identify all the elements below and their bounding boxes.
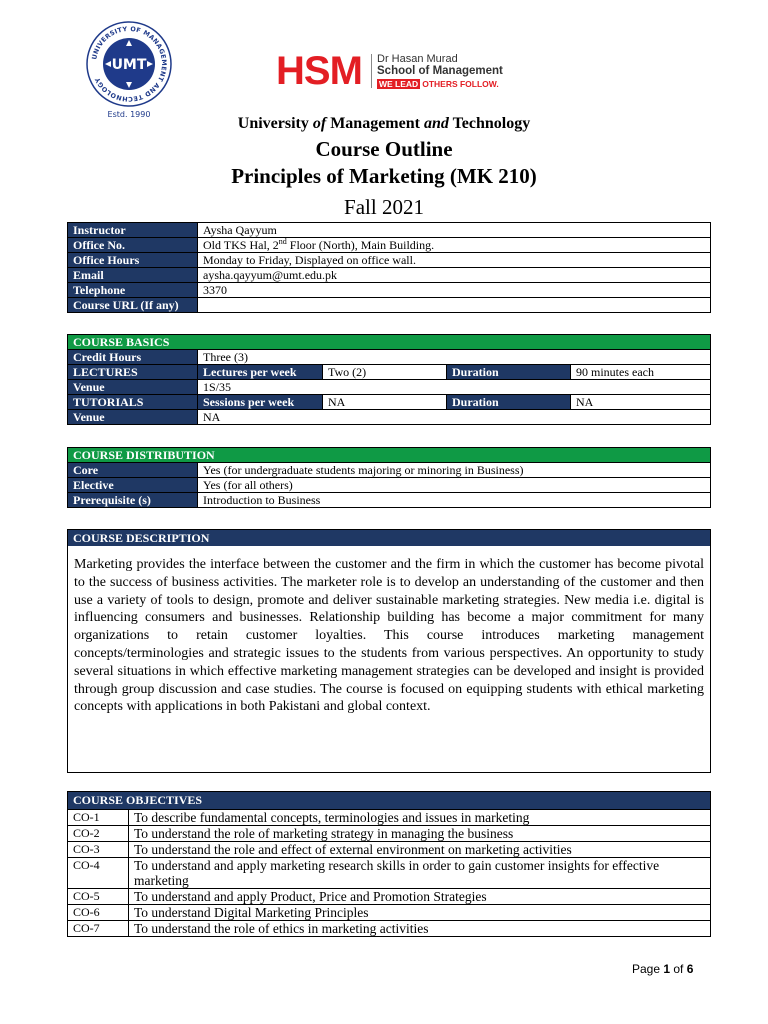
lecture-duration-value: 90 minutes each — [571, 365, 711, 380]
lecture-duration-label: Duration — [447, 365, 571, 380]
table-header-row — [68, 335, 711, 350]
hsm-logo-letters: HSM — [276, 49, 362, 93]
email-value[interactable]: aysha.qayyum@umt.edu.pk — [198, 268, 711, 283]
table-header-row — [68, 792, 711, 810]
table-row — [68, 842, 711, 858]
table-row — [68, 253, 711, 268]
lectures-per-week-value: Two (2) — [323, 365, 447, 380]
course-distribution-heading: COURSE DISTRIBUTION — [68, 448, 711, 463]
info-label: Course URL (If any) — [68, 298, 198, 313]
lectures-per-week-label: Lectures per week — [198, 365, 323, 380]
course-objectives-heading: COURSE OBJECTIVES — [68, 792, 711, 810]
distribution-label: Core — [68, 463, 198, 478]
course-objectives-table — [67, 791, 711, 937]
distribution-value: Yes (for all others) — [198, 478, 711, 493]
info-value: Aysha Qayyum — [198, 223, 711, 238]
table-row — [68, 463, 711, 478]
table-row — [68, 283, 711, 298]
sessions-per-week-label: Sessions per week — [198, 395, 323, 410]
course-basics-heading: COURSE BASICS — [68, 335, 711, 350]
objective-code: CO-4 — [68, 858, 129, 889]
table-row — [68, 826, 711, 842]
objective-text: To understand the role of marketing strategy in managing the business — [129, 826, 711, 842]
table-row — [68, 298, 711, 313]
umt-logo — [86, 16, 172, 120]
credit-hours-label: Credit Hours — [68, 350, 198, 365]
hsm-logo-tagline — [377, 79, 499, 90]
info-label: Office No. — [68, 238, 198, 253]
page-number: Page 1 of 6 — [632, 962, 694, 976]
tutorial-duration-label: Duration — [447, 395, 571, 410]
course-basics-table — [67, 334, 711, 425]
hsm-tagline-red: WE LEAD — [379, 79, 419, 89]
document-title: Course Outline — [315, 137, 453, 161]
course-description-box — [67, 529, 711, 773]
info-label: Email — [68, 268, 198, 283]
hsm-logo-line1: Dr Hasan Murad — [377, 53, 458, 65]
objective-code: CO-7 — [68, 921, 129, 937]
course-title: Principles of Marketing (MK 210) — [231, 164, 537, 188]
info-value: Old TKS Hal, 2nd Floor (North), Main Building. — [198, 238, 711, 253]
table-row — [68, 380, 711, 395]
info-value: 3370 — [198, 283, 711, 298]
table-row — [68, 921, 711, 937]
course-term: Fall 2021 — [344, 195, 424, 219]
lecture-venue-value: 1S/35 — [198, 380, 711, 395]
table-row — [68, 410, 711, 425]
table-header-row — [68, 448, 711, 463]
hsm-logo-line2: School of Management — [377, 65, 503, 77]
hsm-tagline-dark: OTHERS FOLLOW. — [422, 79, 499, 89]
objective-text: To understand and apply marketing research skills in order to gain customer insights for effective marketing — [129, 858, 711, 889]
table-row — [68, 889, 711, 905]
objective-code: CO-3 — [68, 842, 129, 858]
distribution-label: Prerequisite (s) — [68, 493, 198, 508]
distribution-value: Introduction to Business — [198, 493, 711, 508]
objective-code: CO-1 — [68, 810, 129, 826]
table-row — [68, 268, 711, 283]
sessions-per-week-value: NA — [323, 395, 447, 410]
course-distribution-table — [67, 447, 711, 508]
table-row — [68, 365, 711, 380]
table-row — [68, 350, 711, 365]
tutorial-duration-value: NA — [571, 395, 711, 410]
info-value — [198, 298, 711, 313]
distribution-label: Elective — [68, 478, 198, 493]
hsm-logo — [276, 49, 503, 93]
lecture-venue-label: Venue — [68, 380, 198, 395]
objective-text: To understand and apply Product, Price and Promotion Strategies — [129, 889, 711, 905]
umt-logo-established: Estd. 1990 — [107, 110, 151, 119]
objective-text: To understand Digital Marketing Principles — [129, 905, 711, 921]
table-row — [68, 810, 711, 826]
table-row — [68, 395, 711, 410]
info-label: Telephone — [68, 283, 198, 298]
university-name: University of Management and Technology — [237, 115, 531, 132]
info-value: Monday to Friday, Displayed on office wall. — [198, 253, 711, 268]
distribution-value: Yes (for undergraduate students majoring or minoring in Business) — [198, 463, 711, 478]
instructor-info-table — [67, 222, 711, 313]
table-row — [68, 905, 711, 921]
table-row — [68, 223, 711, 238]
credit-hours-value: Three (3) — [198, 350, 711, 365]
table-row — [68, 238, 711, 253]
umt-logo-center-text: UMT — [111, 57, 147, 73]
tutorial-venue-label: Venue — [68, 410, 198, 425]
objective-code: CO-5 — [68, 889, 129, 905]
table-row — [68, 858, 711, 889]
objective-code: CO-2 — [68, 826, 129, 842]
tutorial-venue-value: NA — [198, 410, 711, 425]
objective-text: To describe fundamental concepts, terminologies and issues in marketing — [129, 810, 711, 826]
lectures-label: LECTURES — [68, 365, 198, 380]
objective-text: To understand the role of ethics in marketing activities — [129, 921, 711, 937]
umt-logo-ring-text: UNIVERSITY OF MANAGEMENT AND TECHNOLOGY — [90, 24, 169, 104]
table-row — [68, 478, 711, 493]
objective-text: To understand the role and effect of external environment on marketing activities — [129, 842, 711, 858]
info-label: Instructor — [68, 223, 198, 238]
tutorials-label: TUTORIALS — [68, 395, 198, 410]
hsm-logo-divider — [371, 54, 372, 88]
course-description-text: Marketing provides the interface between the customer and the firm in which the customer has become pivotal to the success of business activities. The marketer role is to develop an understanding of the customer and then use a variety of tools to design, promote and deliver sustainable marketing strategies. New media i.e. digital is influencing consumers and businesses. Relationship building has become a major commitment for many organizations to retain customer loyalties. This course introduces marketing management concepts/terminologies and strategic issues to the students from various perspectives. An opportunity to study several situations in which effective marketing management strategies can be developed and insight is provided through group discussion and case studies. The course is focused on equipping students with ethical marketing concepts with applications in both Pakistani and global context. — [74, 557, 704, 715]
info-label: Office Hours — [68, 253, 198, 268]
course-description-heading: COURSE DESCRIPTION — [68, 530, 710, 546]
table-row — [68, 493, 711, 508]
objective-code: CO-6 — [68, 905, 129, 921]
